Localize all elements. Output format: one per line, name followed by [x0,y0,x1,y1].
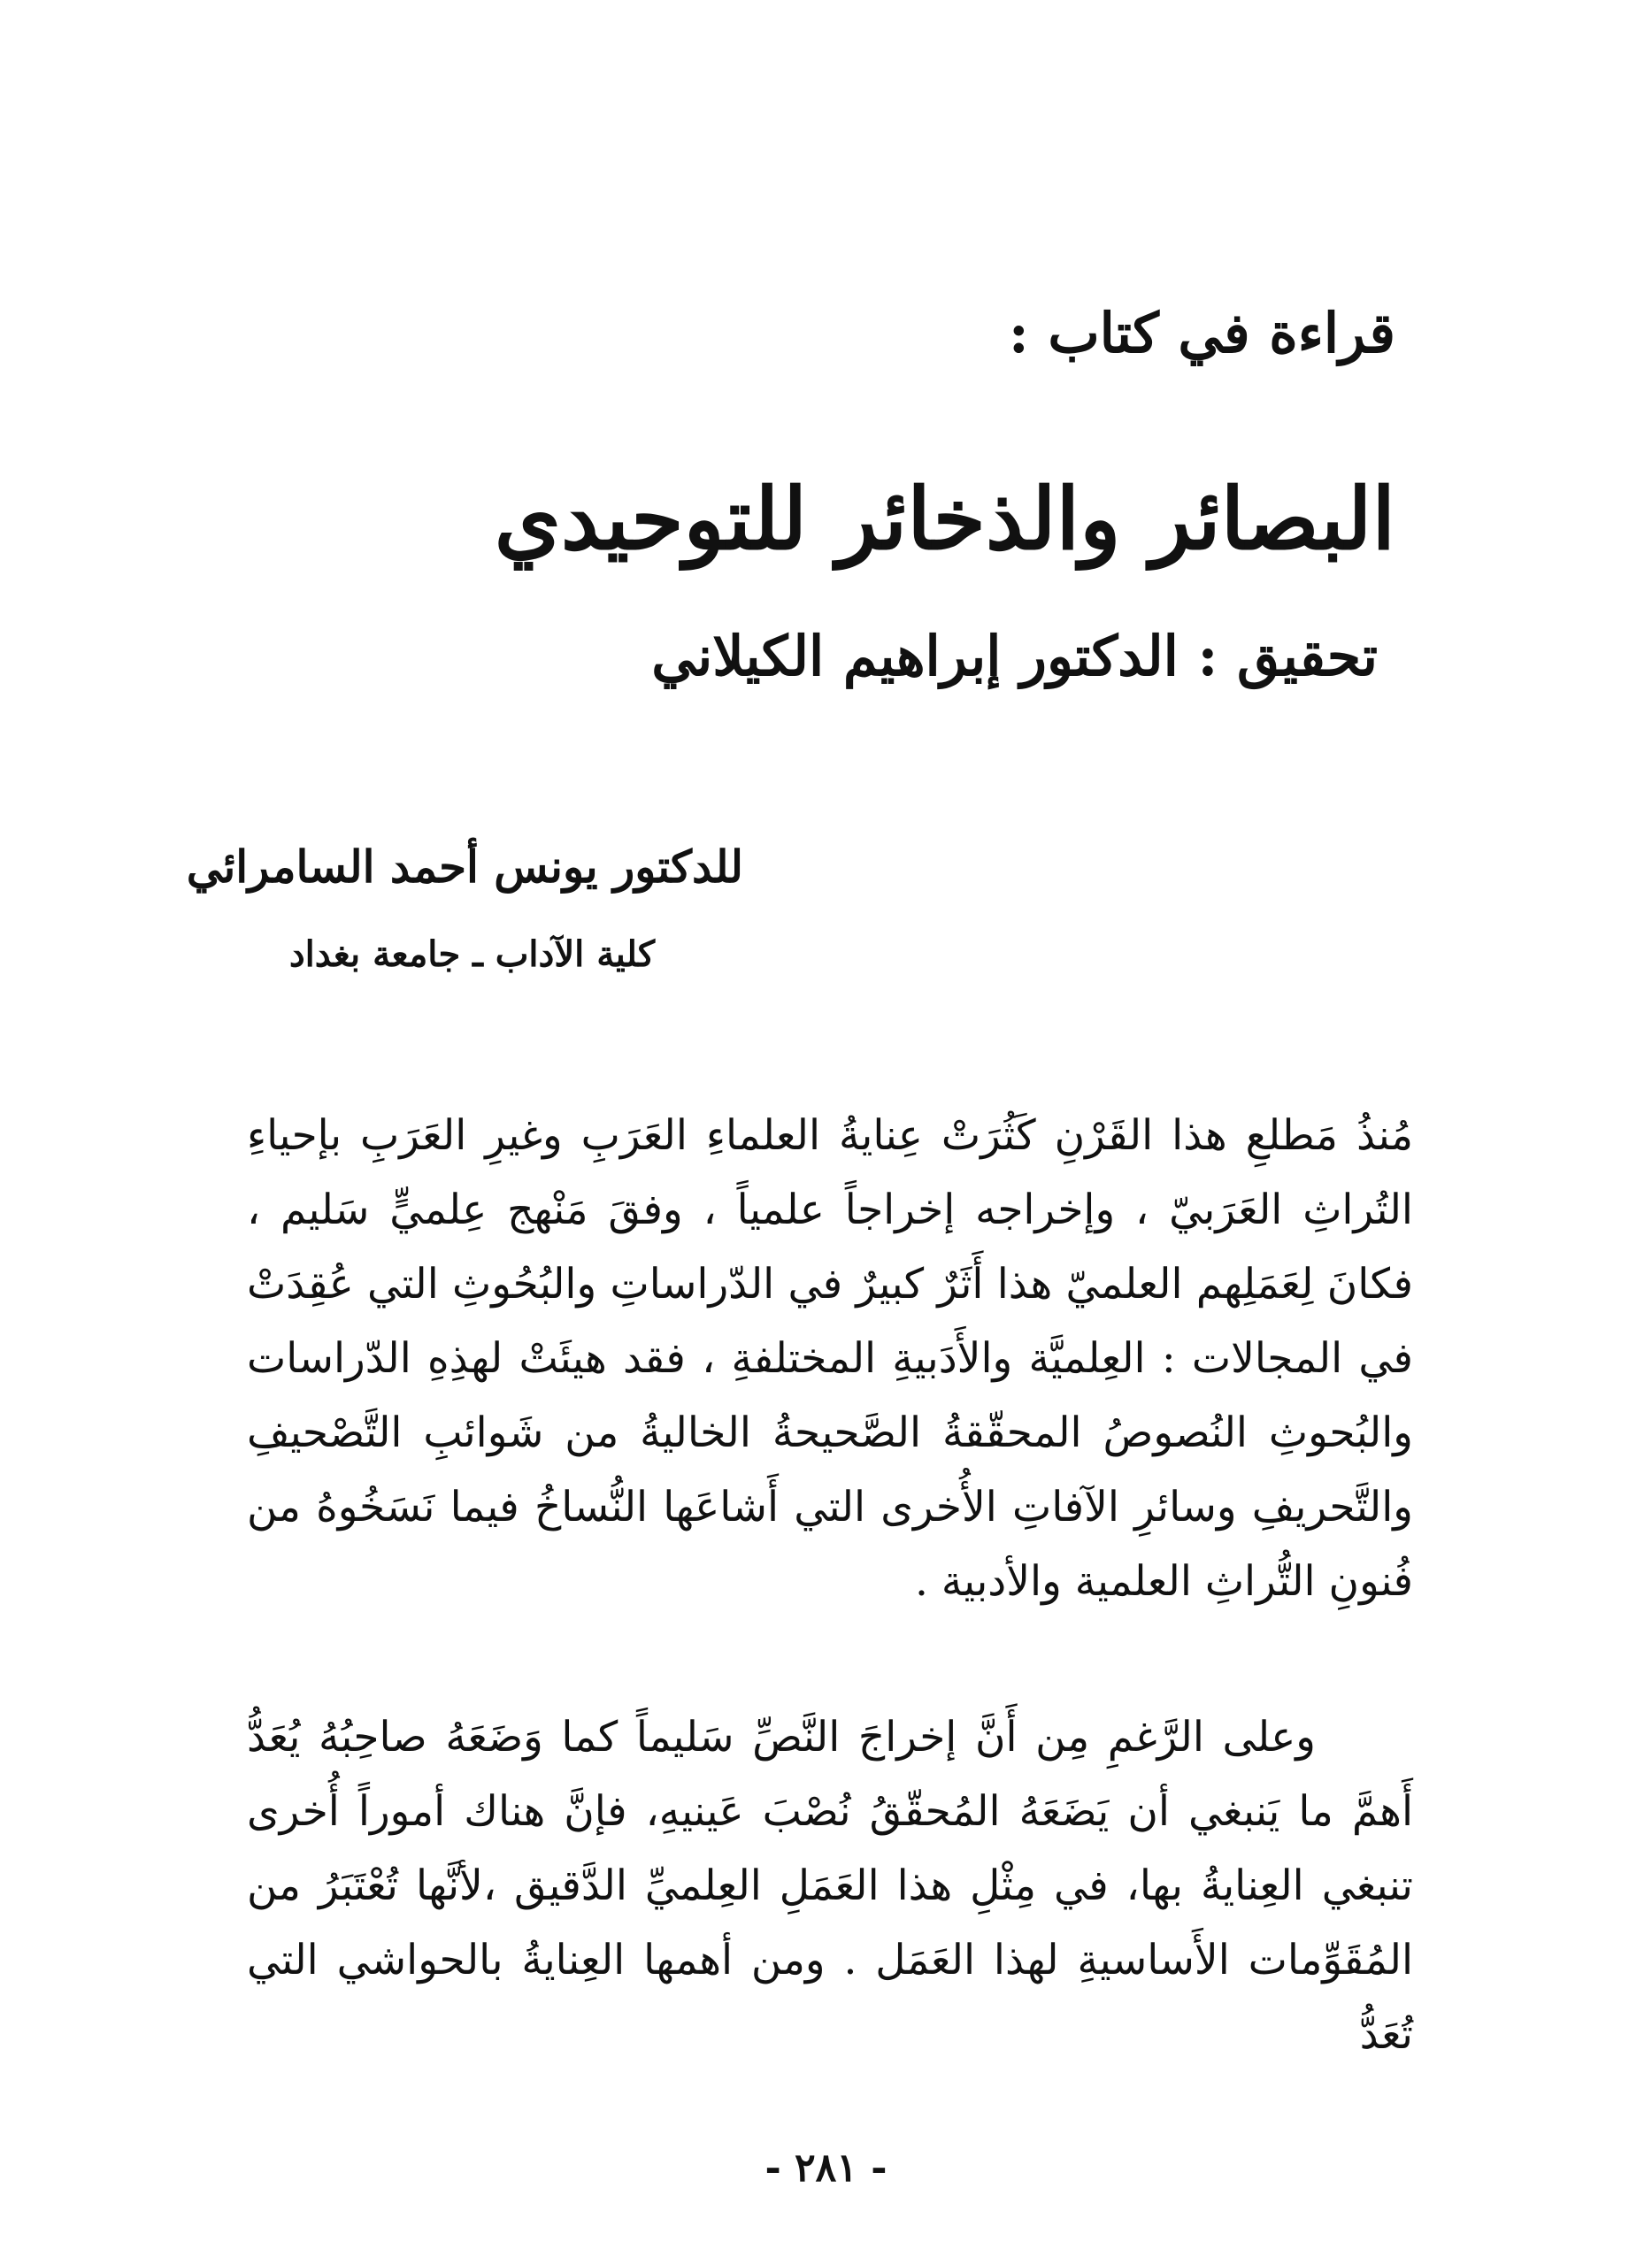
section-kicker: قراءة في كتاب : [1008,301,1395,365]
author-name: للدكتور يونس أحمد السامرائي [186,840,743,893]
body-paragraph: وعلى الرَّغمِ مِن أَنَّ إخراجَ النَّصِّ سَليماً كما وَضَعَهُ صاحِبُهُ يُعَدُّ أَهمَّ ما يَنبغي أن يَضَعَهُ المُحقّقُ نُصْبَ عَينيهِ، فإنَّ هناك أموراً أُخرى تنبغي العِنايةُ بها، في مِثْلِ هذا العَمَلِ العِلميِّ الدَّقيق ،لأنَّها تُعْتَبَرُ من المُقَوِّمات الأَساسيةِ لهذا العَمَل . ومن أهمها العِنايةُ بالحواشي التي تُعَدُّ [247,1713,1413,2059]
page-number: - ٢٨١ - [765,2145,887,2191]
editor-line: تحقيق : الدكتور إبراهيم الكيلاني [651,624,1378,688]
body-paragraph: مُنذُ مَطلعِ هذا القَرْنِ كَثُرَتْ عِنايةُ العلماءِ العَرَبِ وغيرِ العَرَبِ بإحياءِ التُراثِ العَرَبيّ ، وإخراجه إخراجاً علمياً ، وفقَ مَنْهج عِلميٍّ سَليم ، فكانَ لِعَمَلِهم العلميّ هذا أَثَرٌ كبيرٌ في الدّراساتِ والبُحُوثِ التي عُقِدَتْ في المجالات : العِلميَّة والأَدَبيةِ المختلفةِ ، فقد هيئَتْ لهذِهِ الدّراسات والبُحوثِ النُصوصُ المحقّقةُ الصَّحيحةُ الخاليةُ من شَوائبِ التَّصْحيفِ والتَّحريفِ وسائرِ الآفاتِ الأُخرى التي أَشاعَها النُّساخُ فيما نَسَخُوهُ من فُنونِ التُّراثِ العلمية والأدبية . [247,1111,1413,1606]
book-title: البصائر والذخائر للتوحيدي [494,469,1395,569]
author-affiliation: كلية الآداب ـ جامعة بغداد [288,933,655,975]
